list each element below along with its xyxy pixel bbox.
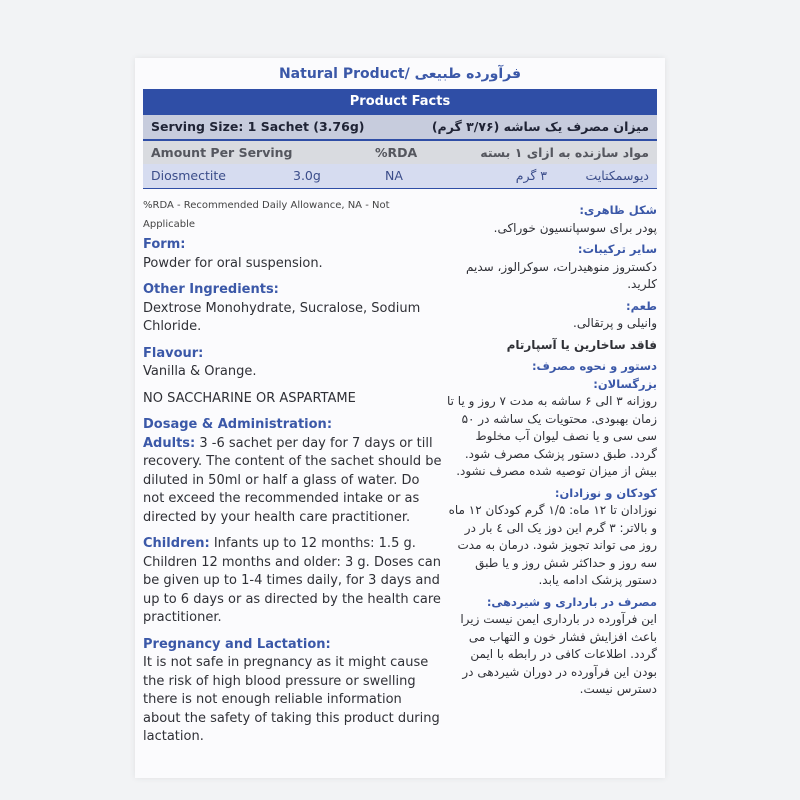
- form-heading: Form:: [143, 237, 186, 252]
- amount-fa: مواد سازنده به ازای ۱ بسته: [480, 145, 649, 160]
- no-saccharine: NO SACCHARINE OR ASPARTAME: [143, 390, 356, 406]
- ingredient-name-fa: دیوسمکتایت: [585, 168, 649, 183]
- pregnancy-heading: Pregnancy and Lactation:: [143, 636, 331, 652]
- ingredient-amount-fa: ۳ گرم: [515, 168, 547, 183]
- facts-header: Product Facts: [143, 89, 657, 115]
- serving-size-en: Serving Size: 1 Sachet (3.76g): [151, 119, 365, 134]
- form-heading-fa: شکل ظاهری:: [579, 203, 657, 217]
- product-label-panel: [135, 58, 665, 778]
- adults-text: 3 -6 sachet per day for 7 days or till recovery. The content of the sachet should be diluted in 50ml or half a glass of water. Do not exceed the recommended intake or as directed by your health care practitioner.: [143, 435, 442, 525]
- persian-column: [447, 202, 657, 703]
- pregnancy-text-fa: این فرآورده در بارداری ایمن نیست زیرا باعث افزایش فشار خون و التهاب می گردد. اطلاعات کافی در رابطه با ایمن بودن این فرآورده در دوران شیردهی در دسترس نیست.: [460, 612, 657, 696]
- taste-heading-fa: طعم:: [626, 298, 657, 313]
- ingredient-row: [143, 164, 657, 189]
- amount-per-serving: Amount Per Serving: [151, 145, 293, 160]
- children-heading-fa: کودکان و نوزادان:: [554, 485, 657, 500]
- adults-text-fa: روزانه ۳ الی ۶ ساشه به مدت ۷ روز و یا تا زمان بهبودی. محتویات یک ساشه در ۵۰ سی سی و یا نصف لیوان آب مخلوط گردد. طبق دستور پزشک مصرف شود. بیش از میزان توصیه شده مصرف نشود.: [447, 394, 657, 478]
- taste-text-fa: وانیلی و پرتقالی.: [573, 316, 657, 330]
- children-text: Infants up to 12 months: 1.5 g. Children 12 months and older: 3 g. Doses can be given up to 1-4 times daily, for 3 days and up to 6 days or as directed by the health care practitioner.: [143, 536, 441, 625]
- children-heading: Children:: [143, 536, 210, 551]
- children-text-fa: نوزادان تا ۱۲ ماه: ۱/۵ گرم کودکان ۱۲ ماه و بالاتر: ۳ گرم این دوز یک الی ٤ بار در روز می تواند تجویز شود. درمان به مدت سه روز و حداکثر شش روز و یا طبق دستور پزشک ادامه یابد.: [448, 503, 657, 587]
- ingredient-rda: NA: [385, 168, 403, 183]
- ingredient-name: Diosmectite: [151, 168, 226, 183]
- rda-label: %RDA: [375, 145, 418, 160]
- form-text-fa: پودر برای سوسپانسیون خوراکی.: [493, 220, 657, 235]
- dosage-heading-fa: دستور و نحوه مصرف:: [531, 359, 657, 373]
- pregnancy-text: It is not safe in pregnancy as it might cause the risk of high blood pressure or swelling there is not enough reliable information about the safety of taking this product during lactation.: [143, 655, 440, 744]
- flavour-text: Vanilla & Orange.: [143, 364, 257, 379]
- dosage-heading: Dosage & Administration:: [143, 417, 333, 432]
- english-column: [143, 197, 443, 755]
- other-ingredients-heading-fa: سایر ترکیبات:: [577, 242, 657, 256]
- form-text: Powder for oral suspension.: [143, 255, 323, 271]
- serving-size-row: [143, 115, 657, 141]
- no-saccharine-fa: فاقد ساخارین یا آسپارتام: [506, 337, 657, 352]
- amount-row: [143, 141, 657, 164]
- pregnancy-heading-fa: مصرف در بارداری و شیردهی:: [486, 594, 657, 609]
- other-ingredients-text: Dextrose Monohydrate, Sucralose, Sodium Chloride.: [143, 300, 421, 334]
- other-ingredients-heading: Other Ingredients:: [143, 282, 279, 297]
- ingredient-amount: 3.0g: [293, 168, 321, 183]
- other-ingredients-text-fa: دکستروز منوهیدرات، سوکرالوز، سدیم کلرید.: [466, 259, 657, 291]
- flavour-heading: Flavour:: [143, 345, 204, 361]
- adults-heading-fa: بزرگسالان:: [593, 376, 657, 391]
- rda-note: %RDA - Recommended Daily Allowance, NA - Not Applicable: [143, 200, 390, 230]
- adults-heading: Adults:: [143, 435, 196, 451]
- serving-size-fa: میزان مصرف یک ساشه (۳/۷۶ گرم): [431, 119, 649, 134]
- panel-title: Natural Product/ فرآورده طبیعی: [278, 66, 522, 82]
